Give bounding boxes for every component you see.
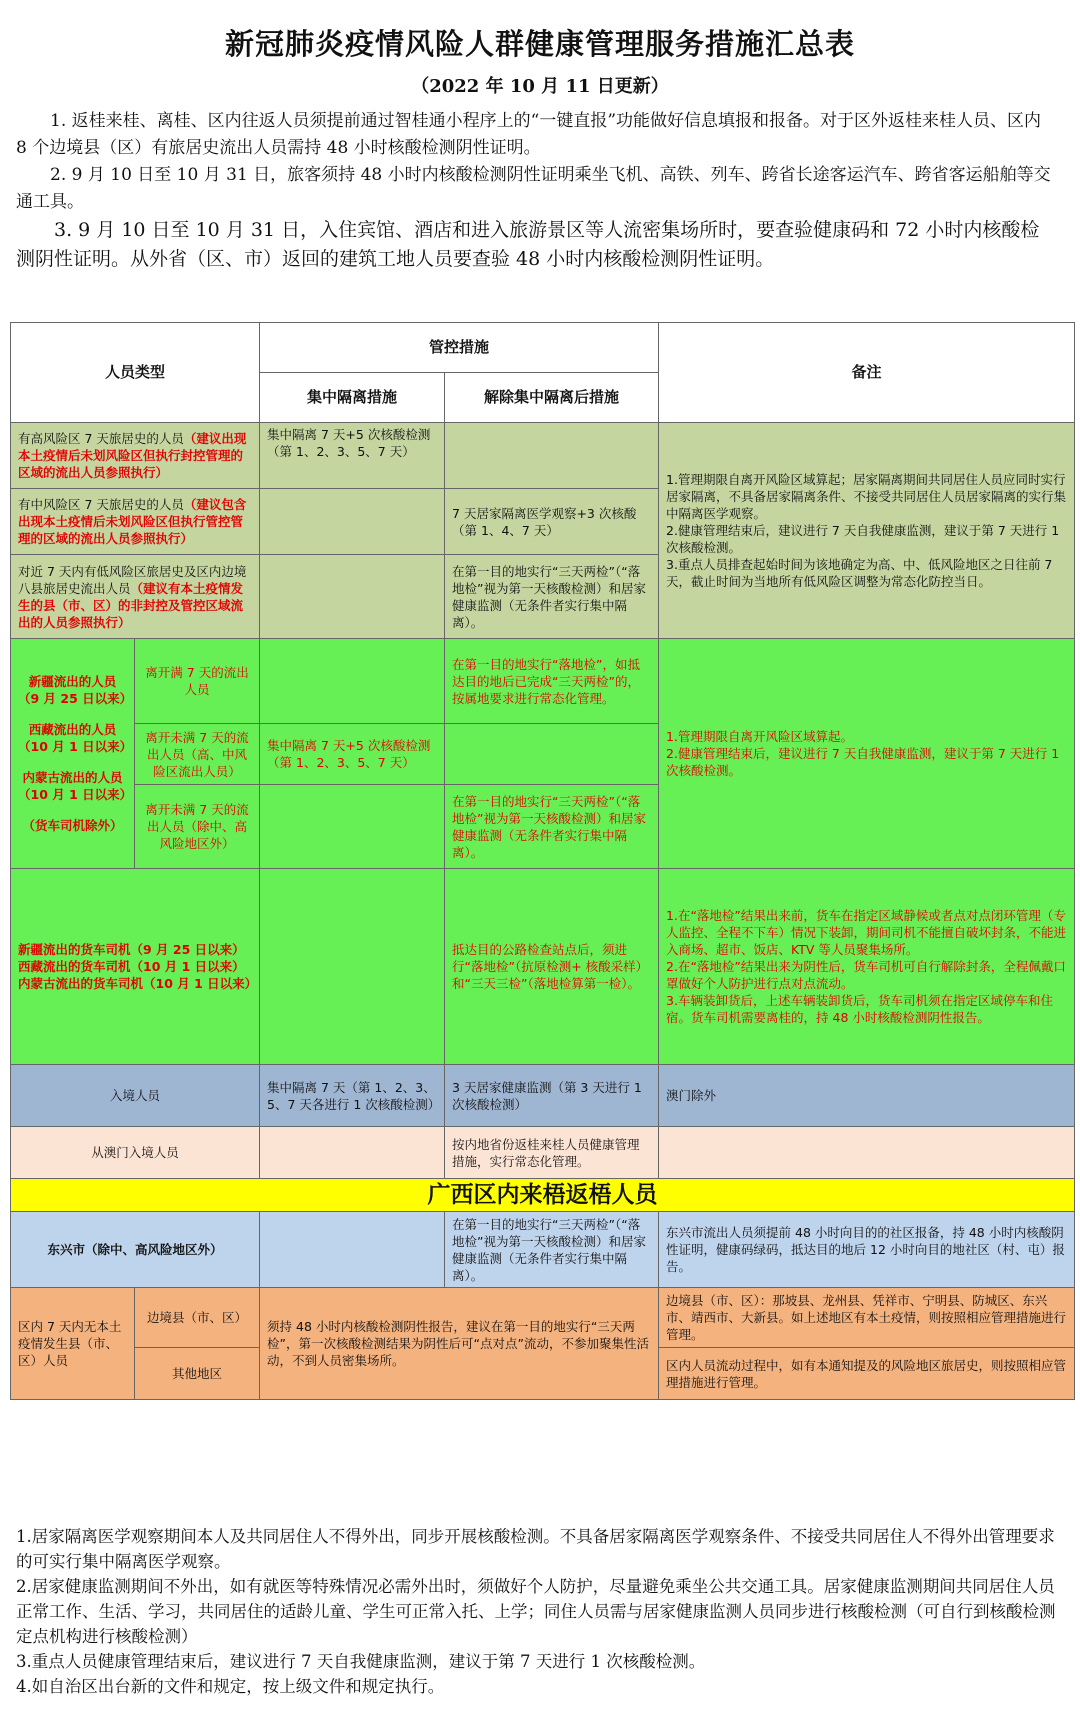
after-low-risk: 在第一目的地实行“三天两检”（“落地检”视为第一天核酸检测）和居家健康监测（无条件者实行集中隔离）。 [445,555,659,639]
section-band: 广西区内来梧返梧人员 [11,1179,1075,1212]
table-row [11,1212,1075,1288]
quarantine-inbound: 集中隔离 7 天（第 1、2、3、5、7 天各进行 1 次核酸检测） [260,1065,445,1127]
quarantine-left-over-7-days [260,639,445,724]
after-non-risk-area: 在第一目的地实行“三天两检”（“落地检”视为第一天核酸检测）和居家健康监测（无条件者实行集中隔离）。 [445,785,659,869]
after-truck-drivers: 抵达目的公路检查站点后，须进行“落地检”（抗原检测+ 核酸采样）和“三天三检”（落地检算第一检）。 [445,869,659,1065]
intro-item: 3. 9 月 10 日至 10 月 31 日，入住宾馆、酒店和进入旅游景区等人流密集场所时，要查验健康码和 72 小时内核酸检测阴性证明。从外省（区、市）返回的建筑工地人员要查验 48 小时内核酸检测阴性证明。 [16,219,1040,270]
after-left-over-7-days: 在第一目的地实行“落地检”，如抵达目的地后已完成“三天两检”的，按属地要求进行常态化管理。 [445,639,659,724]
header-after-release: 解除集中隔离后措施 [445,373,659,423]
quarantine-low-risk [260,555,445,639]
table-row [11,1288,1075,1348]
footnote-item: 2.居家健康监测期间不外出，如有就医等特殊情况必需外出时，须做好个人防护，尽量避免乘坐公共交通工具。居家健康监测期间共同居住人员正常工作、生活、学习，共同居住的适龄儿童、学生可正常入托、上学；同住人员需与居家健康监测人员同步进行核酸检测（可自行到核酸检测定点机构进行核酸检测） [16,1577,1056,1646]
intro-paragraphs [16,108,1056,274]
update-date: （2022 年 10 月 11 日更新） [411,76,669,97]
subtype-other-areas: 其他地区 [135,1348,260,1400]
intro-item: 2. 9 月 10 日至 10 月 31 日，旅客须持 48 小时内核酸检测阴性证明乘坐飞机、高铁、列车、跨省长途客运汽车、跨省客运船舶等交通工具。 [16,165,1051,212]
type-low-risk: 对近 7 天内有低风险区旅居史及区内边境八县旅居史流出人员（建议有本土疫情发生的县（市、区）的非封控及管控区域流出的人员参照执行） [11,555,260,639]
remarks-inbound: 澳门除外 [659,1065,1075,1127]
measure-local: 须持 48 小时内核酸检测阴性报告，建议在第一目的地实行“三天两检”，第一次核酸检测结果为阴性后可“点对点”流动，不参加聚集性活动，不到人员密集场所。 [260,1288,659,1400]
after-medium-risk: 7 天居家隔离医学观察+3 次核酸（第 1、4、7 天） [445,489,659,555]
remarks-risk-areas: 1.管理期限自离开风险区域算起；居家隔离期间共同居住人员应同时实行居家隔离，不具备居家隔离条件、不接受共同居住人员居家隔离的实行集中隔离医学观察。 2.健康管理结束后，建议进行 7 天自我健康监测，建议于第 7 天进行 1 次核酸检测。 3.重点人员排查起始时间为该地确定为高、中、低风险地区之日往前 7 天，截止时间为当地所有低风险区调整为常态化防控当日。 [659,423,1075,639]
type-inbound: 入境人员 [11,1065,260,1127]
measures-table [10,322,1075,1400]
type-high-risk: 有高风险区 7 天旅居史的人员（建议出现本土疫情后未划风险区但执行封控管理的区域的流出人员参照执行） [11,423,260,489]
footnote-item: 4.如自治区出台新的文件和规定，按上级文件和规定执行。 [16,1677,445,1696]
after-inbound: 3 天居家健康监测（第 3 天进行 1 次核酸检测） [445,1065,659,1127]
type-truck-drivers: 新疆流出的货车司机（9 月 25 日以来） 西藏流出的货车司机（10 月 1 日以来） 内蒙古流出的货车司机（10 月 1 日以来） [11,869,260,1065]
type-dongxing: 东兴市（除中、高风险地区外） [11,1212,260,1288]
header-control: 管控措施 [260,323,659,373]
table-row [11,1127,1075,1179]
after-macau: 按内地省份返桂来桂人员健康管理措施，实行常态化管理。 [445,1127,659,1179]
subtype-border-counties: 边境县（市、区） [135,1288,260,1348]
remarks-macau [659,1127,1075,1179]
remarks-xinjiang: 1.管理期限自离开风险区域算起。 2.健康管理结束后，建议进行 7 天自我健康监测，建议于第 7 天进行 1 次核酸检测。 [659,639,1075,869]
quarantine-high-medium-risk: 集中隔离 7 天+5 次核酸检测（第 1、2、3、5、7 天） [260,724,445,785]
quarantine-dongxing [260,1212,445,1288]
type-xinjiang-tibet-inner-mongolia: 新疆流出的人员 （9 月 25 日以来） 西藏流出的人员 （10 月 1 日以来） 内蒙古流出的人员（10 月 1 日以来） （货车司机除外） [11,639,135,869]
quarantine-medium-risk [260,489,445,555]
remarks-border-counties: 边境县（市、区）：那坡县、龙州县、凭祥市、宁明县、防城区、东兴市、靖西市、大新县。如上述地区有本土疫情，则按照相应管理措施进行管理。 [659,1288,1075,1348]
after-high-risk [445,423,659,489]
intro-item: 1. 返桂来桂、离桂、区内往返人员须提前通过智桂通小程序上的“一键直报”功能做好信息填报和报备。对于区外返桂来桂人员、区内 8 个边境县（区）有旅居史流出人员需持 48 小时核酸检测阴性证明。 [16,111,1042,158]
quarantine-high-risk: 集中隔离 7 天+5 次核酸检测（第 1、2、3、5、7 天） [260,423,445,489]
table-row [11,869,1075,1065]
type-medium-risk: 有中风险区 7 天旅居史的人员（建议包含出现本土疫情后未划风险区但执行管控管理的区域的流出人员参照执行） [11,489,260,555]
subtype-non-risk-area: 离开未满 7 天的流出人员（除中、高风险地区外） [135,785,260,869]
remarks-dongxing: 东兴市流出人员须提前 48 小时向目的的社区报备，持 48 小时内核酸阴性证明，健康码绿码，抵达目的地后 12 小时向目的地社区（村、屯）报告。 [659,1212,1075,1288]
footnote-item: 3.重点人员健康管理结束后，建议进行 7 天自我健康监测，建议于第 7 天进行 1 次核酸检测。 [16,1652,706,1671]
subtype-left-over-7-days: 离开满 7 天的流出人员 [135,639,260,724]
type-macau: 从澳门入境人员 [11,1127,260,1179]
after-high-medium-risk [445,724,659,785]
table-row [11,1065,1075,1127]
quarantine-macau [260,1127,445,1179]
footnotes [16,1524,1066,1699]
header-quarantine: 集中隔离措施 [260,373,445,423]
table-row [11,423,1075,489]
page-title: 新冠肺炎疫情风险人群健康管理服务措施汇总表 [224,27,855,61]
quarantine-truck-drivers [260,869,445,1065]
table-row [11,1179,1075,1212]
footnote-item: 1.居家隔离医学观察期间本人及共同居住人不得外出，同步开展核酸检测。不具备居家隔离医学观察条件、不接受共同居住人不得外出管理要求的可实行集中隔离医学观察。 [16,1527,1055,1571]
subtype-high-medium-risk: 离开未满 7 天的流出人员（高、中风险区流出人员） [135,724,260,785]
header-person-type: 人员类型 [11,323,260,423]
quarantine-non-risk-area [260,785,445,869]
remarks-truck-drivers: 1.在“落地检”结果出来前，货车在指定区域静候或者点对点闭环管理（专人监控、全程不下车）情况下装卸，期间司机不能擅自破坏封条，不能进入商场、超市、饭店、KTV 等人员聚集场所。 2.在“落地检”结果出来为阴性后，货车司机可自行解除封条，全程佩戴口罩做好个人防护进行点对点流动。 3.车辆装卸货后，上述车辆装卸货后，货车司机须在指定区域停车和住宿。货车司机需要离桂的，持 48 小时核酸检测阴性报告。 [659,869,1075,1065]
remarks-other-areas: 区内人员流动过程中，如有本通知提及的风险地区旅居史，则按照相应管理措施进行管理。 [659,1348,1075,1400]
after-dongxing: 在第一目的地实行“三天两检”（“落地检”视为第一天核酸检测）和居家健康监测（无条件者实行集中隔离）。 [445,1212,659,1288]
type-local: 区内 7 天内无本土疫情发生县（市、区）人员 [11,1288,135,1400]
table-row [11,639,1075,724]
header-remarks: 备注 [659,323,1075,423]
